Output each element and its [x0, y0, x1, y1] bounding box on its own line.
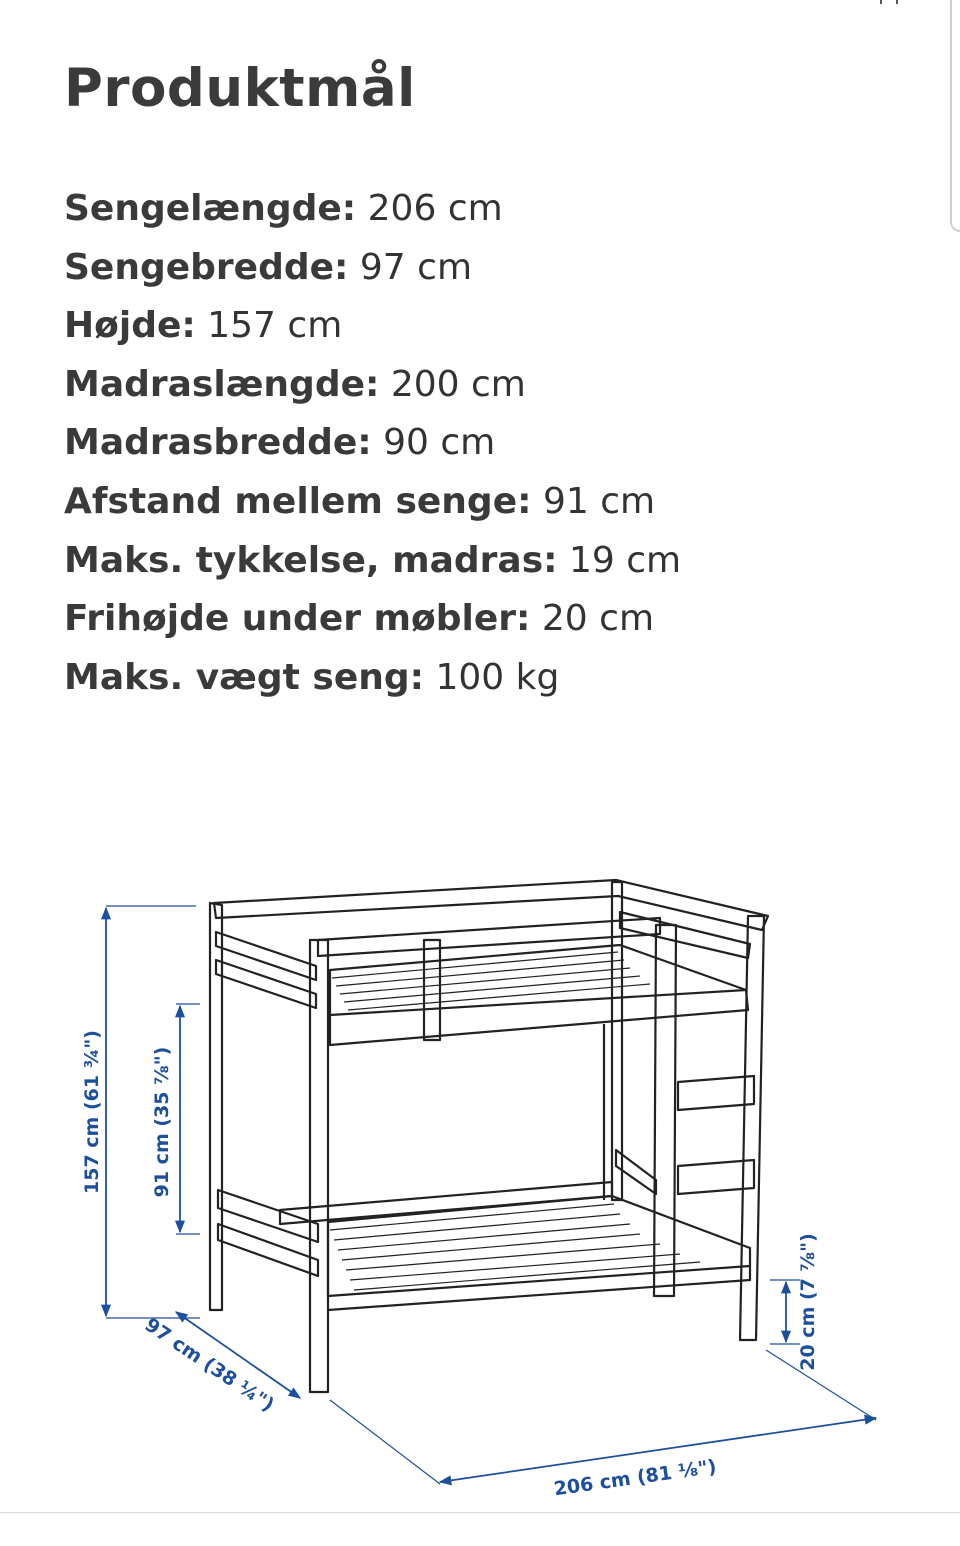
dimension-label: Madrasbredde: — [64, 422, 372, 464]
dimension-item — [64, 590, 681, 649]
section-divider — [0, 1512, 960, 1513]
gap-label: 91 cm (35 ⅞") — [151, 1046, 173, 1198]
scroll-indicator — [950, 0, 960, 232]
dimension-value: 19 cm — [569, 539, 682, 581]
dimension-item — [64, 180, 681, 239]
dimension-label: Højde: — [64, 305, 196, 347]
dimension-value: 100 kg — [435, 656, 560, 698]
clearance-label: 20 cm (7 ⅞") — [797, 1233, 819, 1371]
dimension-value: 20 cm — [541, 598, 655, 640]
dimension-label: Sengebredde: — [64, 246, 349, 288]
dimension-value: 97 cm — [359, 246, 473, 288]
dimension-item — [64, 356, 681, 415]
dimension-label: Frihøjde under møbler: — [64, 598, 531, 640]
dimension-value: 157 cm — [207, 305, 343, 347]
bed-illustration — [210, 880, 768, 1392]
length-label: 206 cm (81 ⅛") — [552, 1455, 718, 1501]
height-label: 157 cm (61 ¾") — [81, 1030, 103, 1194]
dimension-value: 91 cm — [542, 480, 656, 522]
dimension-label: Afstand mellem senge: — [64, 480, 532, 522]
dimension-item — [64, 239, 681, 298]
dimension-item — [64, 649, 681, 708]
bunk-bed-diagram — [0, 860, 960, 1520]
dimension-label: Maks. vægt seng: — [64, 656, 425, 698]
corner-mark — [880, 0, 898, 4]
dimension-value: 90 cm — [383, 422, 496, 464]
width-label: 97 cm (38 ¼") — [140, 1313, 278, 1417]
dimension-label: Sengelængde: — [64, 188, 357, 229]
dimension-item — [64, 414, 681, 473]
page-title: Produktmål — [64, 58, 416, 119]
dimension-value: 206 cm — [367, 188, 503, 229]
dimension-label: Maks. tykkelse, madras: — [64, 539, 558, 581]
dimension-item — [64, 532, 681, 591]
dimension-list — [64, 180, 681, 707]
dimension-value: 200 cm — [390, 363, 526, 405]
dimension-item — [64, 473, 681, 532]
dimension-label: Madraslængde: — [64, 363, 380, 405]
dimension-item — [64, 297, 681, 356]
